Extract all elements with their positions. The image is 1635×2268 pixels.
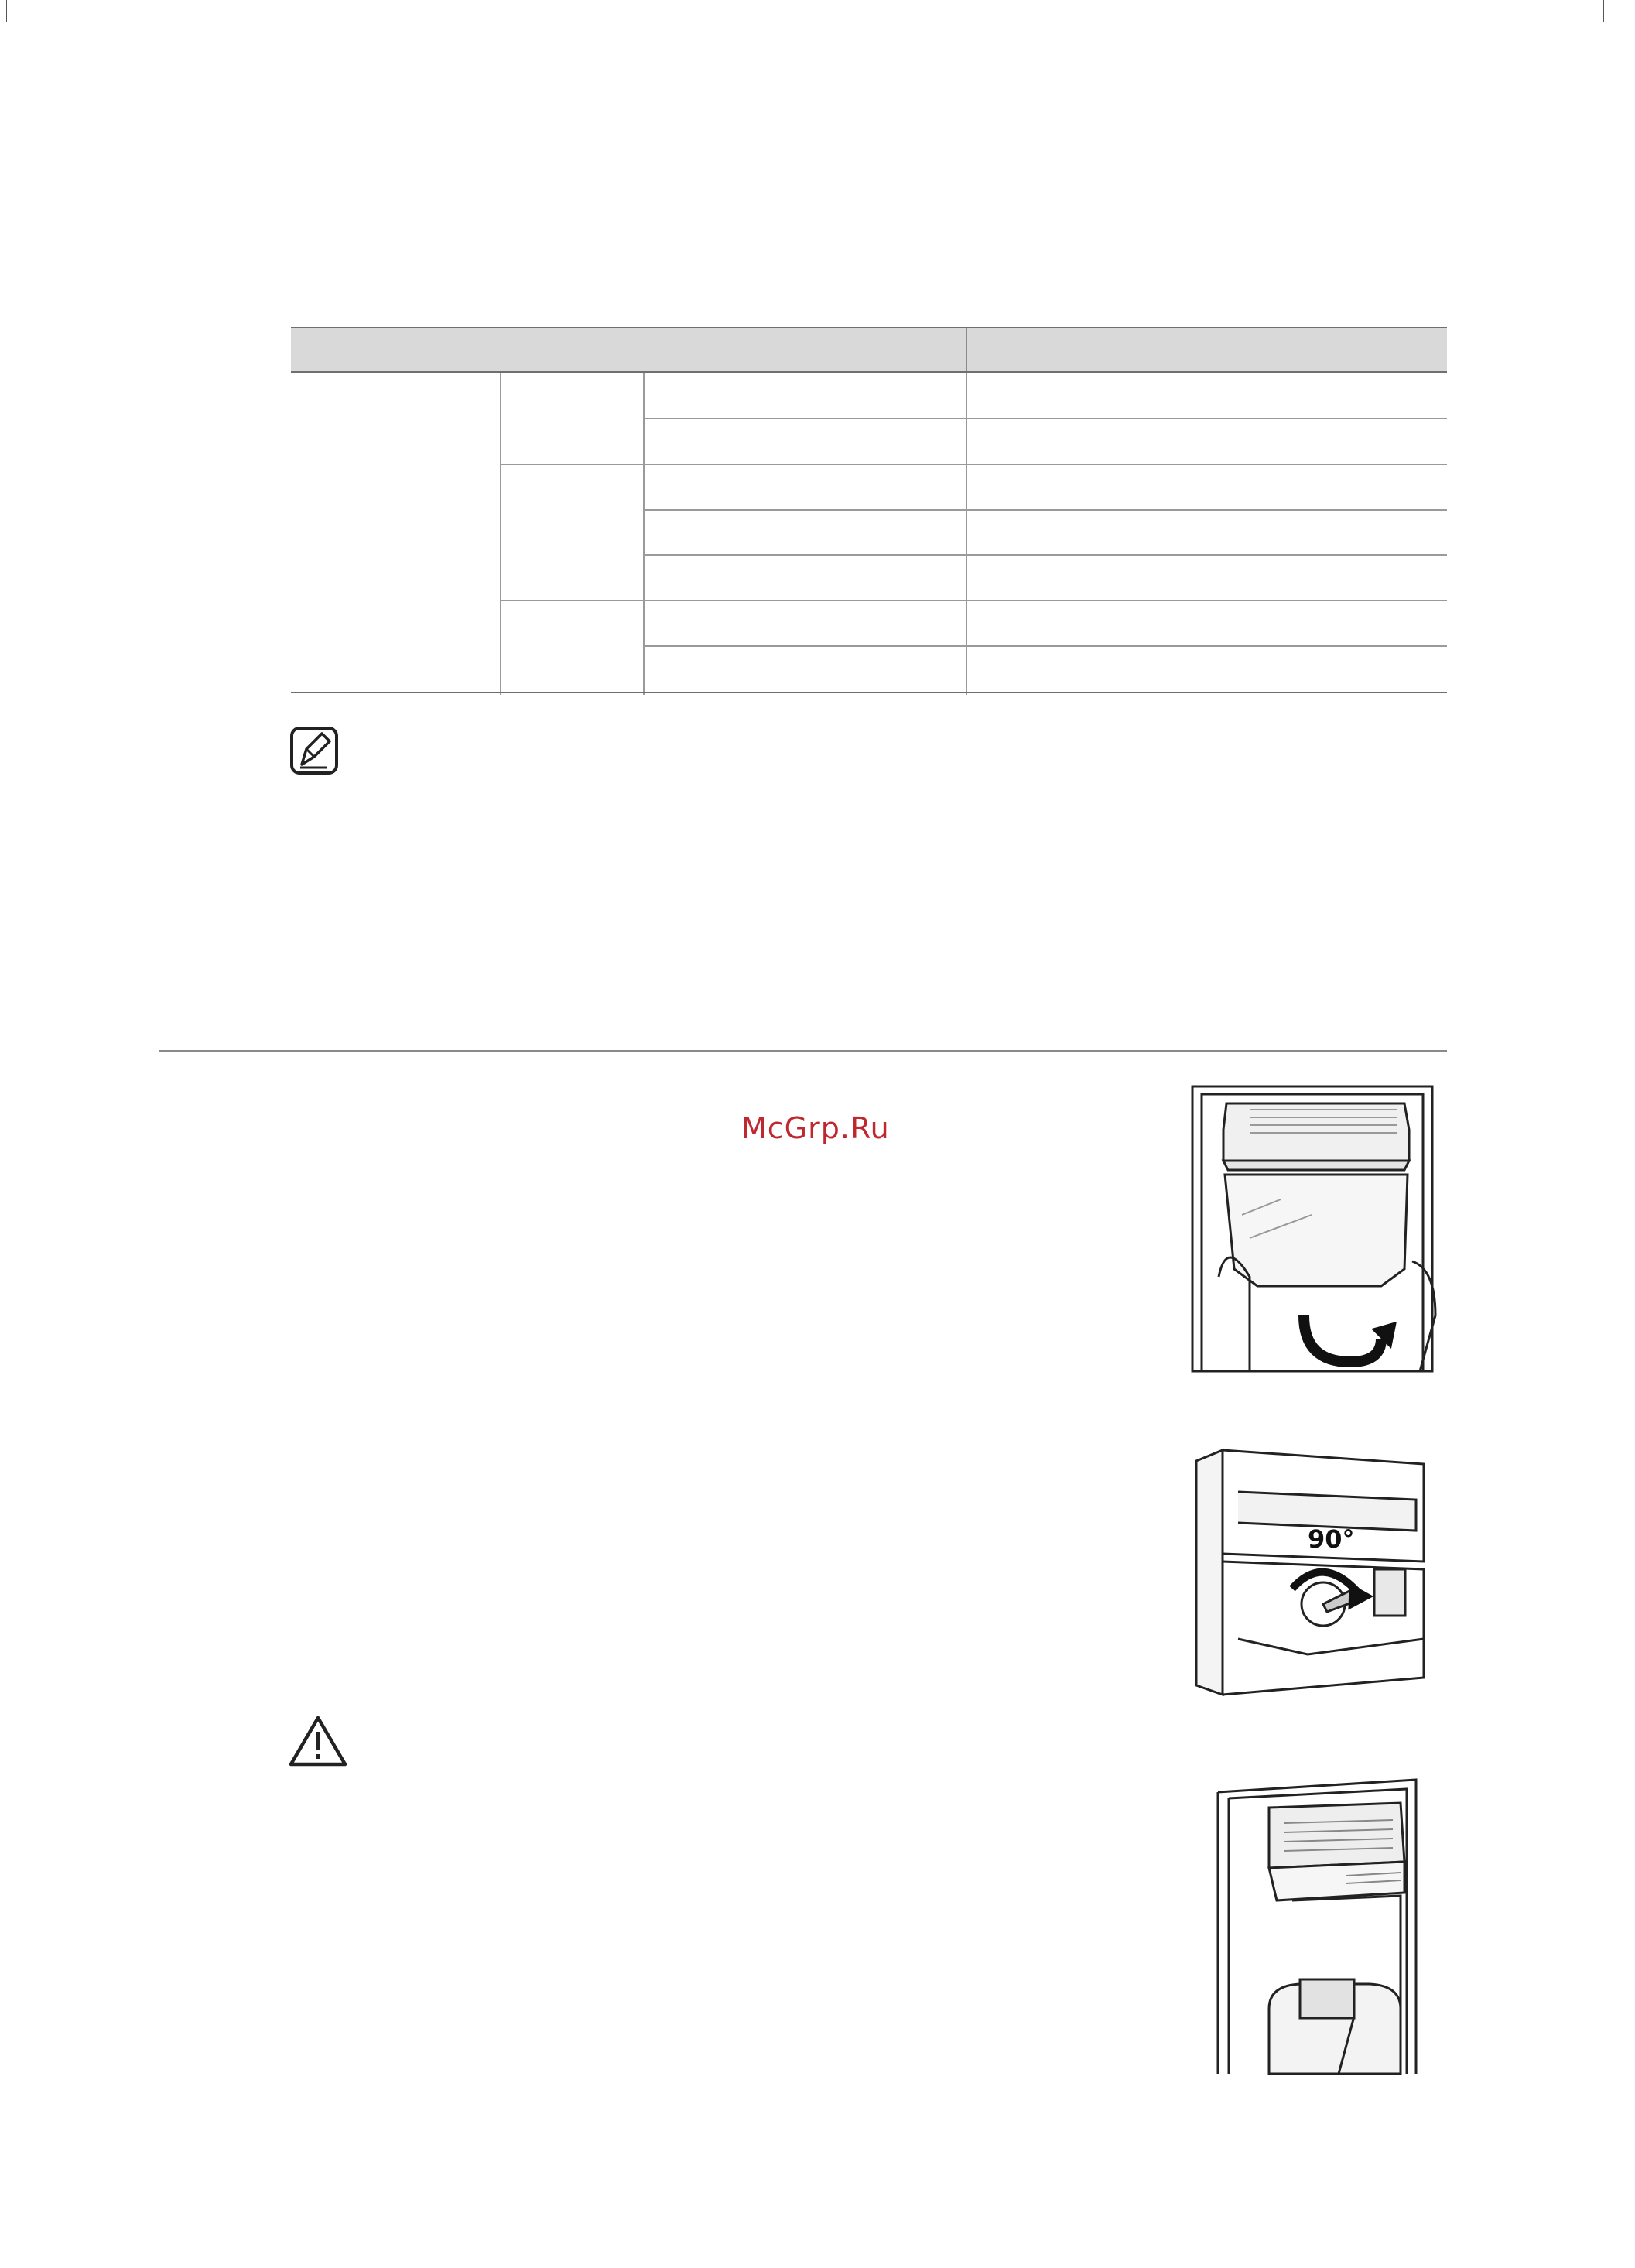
table-header-row bbox=[291, 327, 1447, 373]
table-row-line bbox=[643, 645, 1447, 647]
table-row-line bbox=[500, 600, 1447, 601]
section-divider bbox=[159, 1050, 1447, 1052]
note-pencil-icon bbox=[289, 726, 339, 775]
rotate-label: 90° bbox=[1308, 1524, 1355, 1554]
illustration-rotate-90 bbox=[1192, 1445, 1439, 1701]
illustration-dispenser-interior bbox=[1215, 1777, 1418, 2075]
spec-table bbox=[291, 327, 1447, 695]
table-row-line bbox=[643, 554, 1447, 556]
table-col-line-1 bbox=[500, 373, 501, 695]
crop-mark-left bbox=[6, 0, 7, 22]
table-row-line bbox=[643, 418, 1447, 419]
watermark-text: McGrp.Ru bbox=[741, 1111, 890, 1145]
table-row-line bbox=[500, 464, 1447, 465]
warning-triangle-icon bbox=[288, 1715, 348, 1767]
crop-mark-right bbox=[1603, 0, 1604, 22]
table-bottom-line bbox=[291, 692, 1447, 693]
table-row-line bbox=[643, 509, 1447, 511]
illustration-remove-ice-bucket bbox=[1188, 1083, 1443, 1373]
